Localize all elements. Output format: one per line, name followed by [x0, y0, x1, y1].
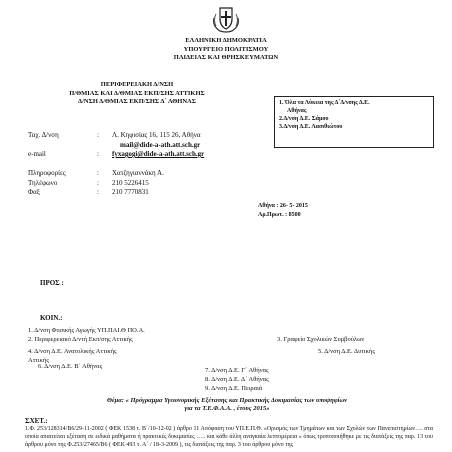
address-value: Λ. Κηφισίας 16, 115 26, Αθήνα	[112, 131, 201, 139]
regional-line: Π/ΘΜΙΑΣ ΚΑΙ Δ/ΘΜΙΑΣ ΕΚΠ/ΣΗΣ ΑΤΤΙΚΗΣ	[69, 89, 205, 97]
colon: :	[97, 131, 99, 139]
ministry-header	[80, 37, 372, 63]
cc-item: 4. Δ/νση Δ.Ε. Ανατολικής Αττικής	[28, 348, 117, 355]
colon: :	[97, 188, 99, 196]
regional-directorate	[22, 81, 252, 107]
header-line: ΥΠΟΥΡΓΕΙΟ ΠΟΛΙΤΙΣΜΟΥ	[183, 45, 269, 53]
address-mail: mail@dide-a-ath.att.sch.gr	[120, 141, 201, 149]
subject-line: Θέμα: « Πρόγραμμα Υγειονομικής Εξέτασης και Πρακτικής Δοκιμασίας των υποψηφίων	[106, 397, 348, 404]
recipient-line: 2.Δ/νση Δ.Ε. Σάμου	[279, 116, 329, 122]
document-date: Αθήνα : 26- 5- 2015	[258, 203, 308, 209]
phone-label: Τηλέφωνο	[28, 179, 58, 187]
references-label: ΣΧΕΤ.:	[25, 417, 48, 425]
cc-item: 3. Γραφείο Σχολικών Συμβούλων	[277, 336, 365, 343]
cc-item: 5. Δ/νση Δ.Ε. Δυτικής	[318, 348, 375, 355]
cc-item: 2. Περιφερειακό Δ/ντή Εκπ/σης Αττικής	[28, 336, 133, 343]
cc-item: 6. Δ/νση Δ.Ε. Β΄ Αθήνας	[38, 363, 103, 370]
colon: :	[97, 169, 99, 177]
cc-label: ΚΟΙΝ.:	[40, 314, 63, 322]
protocol-number: Αρ.Πρωτ. : 8500	[258, 212, 301, 218]
recipients-box	[274, 96, 434, 148]
cc-item: Αττικής	[28, 357, 49, 364]
fax-label: Φαξ	[28, 188, 40, 196]
regional-line: Δ/ΝΣΗ Δ/ΘΜΙΑΣ ΕΚΠ/ΣΗΣ Δ΄ ΑΘΗΝΑΣ	[78, 98, 196, 105]
info-value: Χατζηγιαννάκη Α.	[112, 169, 164, 177]
cc-item: 7. Δ/νση Δ.Ε. Γ΄ Αθήνας	[205, 367, 269, 374]
references-paragraph: 1.Φ. 253/128314/Β6/29-11-2002 ( ΦΕΚ 1538 τ. Β΄/10-12-02 ) άρθρο 11 Απόφαση του ΥΠ.Ε.Π.Θ. «Ορισμός των Τμημάτων και των Σχολών των Πανεπιστημίων…. στα οποία απαιτείται εξέταση σε ειδικά μαθήματα ή πρακτικές δοκιμασίες ….. και κάθε άλλη αναγκαία λεπτομέρεια » όπως τροποποιήθηκε με τις διατάξεις της παρ. 13 του άρθρου μόνο της Φ.253/27465/Β6 ( ΦΕΚ 493 τ. Α΄ / 18-3-2009 ), τις διατάξεις της παρ. 3 του άρθρου μόνο της	[25, 426, 433, 448]
recipient-line: 1. Όλα τα Λύκεια της Δ΄Δ/νσης Δ.Ε.	[279, 100, 370, 106]
email-link[interactable]: fyxagogi@dide-a-ath.att.sch.gr	[112, 150, 205, 158]
fax-value: 210 7770831	[112, 188, 149, 196]
cc-item: 9. Δ/νση Δ.Ε. Πειραιά	[205, 385, 263, 392]
cc-item: 8. Δ/νση Δ.Ε. Δ΄ Αθήνας	[205, 376, 269, 383]
header-line: ΕΛΛΗΝΙΚΗ ΔΗΜΟΚΡΑΤΙΑ	[185, 37, 267, 44]
to-label: ΠΡΟΣ :	[40, 279, 64, 287]
recipient-line: 3.Δ/νση Δ.Ε. Λασιθιώτου	[279, 124, 343, 130]
address-label: Ταχ. Δ/νση	[28, 131, 59, 139]
colon: :	[97, 150, 99, 158]
colon: :	[97, 179, 99, 187]
cc-item: 1. Δ/νση Φυσικής Αγωγής ΥΠ.ΠΑΙ.Θ ΠΟ.Α.	[28, 327, 145, 334]
header-line: ΠΑΙΔΕΙΑΣ ΚΑΙ ΘΡΗΣΚΕΥΜΑΤΩΝ	[173, 54, 279, 61]
phone-value: 210 5226415	[112, 179, 149, 187]
subject-line: για τα Τ.Ε.Φ.Α.Α. , έτους 2015»	[184, 405, 270, 412]
email-label: e-mail	[28, 150, 46, 158]
greek-coat-of-arms-icon	[210, 2, 242, 34]
regional-line: ΠΕΡΙΦΕΡΕΙΑΚΗ Δ/ΝΣΗ	[100, 81, 174, 88]
recipient-line: Αθήνας	[287, 108, 307, 114]
info-label: Πληροφορίες	[28, 169, 66, 177]
